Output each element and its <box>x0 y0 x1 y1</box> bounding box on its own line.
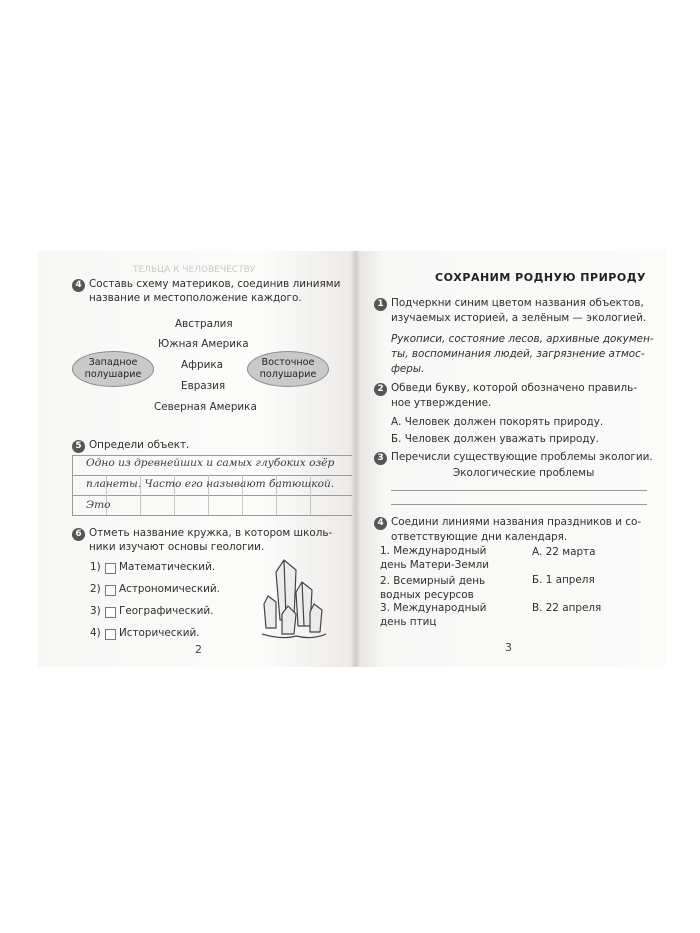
page-number-left: 2 <box>195 643 202 656</box>
left-page <box>38 251 355 667</box>
option-2-checkbox[interactable] <box>105 585 116 596</box>
holiday-3-line1[interactable]: 3. Международный <box>380 602 487 614</box>
option-4-label: Исторический. <box>119 627 200 639</box>
task-4r-line1: Соедини линиями названия праздников и со- <box>391 516 642 528</box>
option-4-number: 4) <box>90 627 101 639</box>
option-2-number: 2) <box>90 583 101 595</box>
oval-eastern-hemisphere[interactable] <box>247 351 329 387</box>
task-1-line1: Подчеркни синим цветом названия объектов, <box>391 297 644 309</box>
task-5-text: Определи объект. <box>89 439 190 451</box>
holiday-3-line2[interactable]: день птиц <box>380 616 437 628</box>
page-number-right: 3 <box>505 641 512 654</box>
task-4-text-line1: Составь схему материков, соединив линиями <box>89 278 341 290</box>
holiday-1-line2[interactable]: день Матери-Земли <box>380 559 489 571</box>
answer-line-2[interactable] <box>391 504 647 505</box>
holiday-1-line1[interactable]: 1. Международный <box>380 545 487 557</box>
task-1-italic-line3: феры. <box>391 363 425 375</box>
page-title: СОХРАНИМ РОДНУЮ ПРИРОДУ <box>435 271 646 284</box>
task-3-line2: Экологические проблемы <box>453 467 595 479</box>
continent-australia: Австралия <box>175 318 233 330</box>
option-3-checkbox[interactable] <box>105 607 116 618</box>
oval-east-line2: полушарие <box>259 369 317 380</box>
task-6-badge: 6 <box>72 528 85 541</box>
handwritten-line2: планеты. Часто его называют батюшкой. <box>86 478 335 490</box>
task-2-option-a[interactable]: А. Человек должен покорять природу. <box>391 416 604 428</box>
task-1-italic-line2: ты, воспоминания людей, загрязнение атмос- <box>391 348 645 360</box>
task-2-option-b[interactable]: Б. Человек должен уважать природу. <box>391 433 599 445</box>
holiday-2-line1[interactable]: 2. Всемирный день <box>380 575 486 587</box>
task-3-badge: 3 <box>374 452 387 465</box>
task-4r-badge: 4 <box>374 517 387 530</box>
task-6-text-line1: Отметь название кружка, в котором школь- <box>89 527 333 539</box>
answer-line-1[interactable] <box>391 490 647 491</box>
holiday-2-line2[interactable]: водных ресурсов <box>380 589 474 601</box>
task-3-line1: Перечисли существующие проблемы экологии. <box>391 451 653 463</box>
oval-west-line2: полушарие <box>84 369 142 380</box>
option-4-checkbox[interactable] <box>105 629 116 640</box>
option-1-label: Математический. <box>119 561 216 573</box>
option-3-number: 3) <box>90 605 101 617</box>
oval-west-line1: Западное <box>88 357 138 368</box>
option-1-checkbox[interactable] <box>105 563 116 574</box>
task-1-line2: изучаемых историей, а зелёным — экологией. <box>391 312 647 324</box>
task-1-italic-line1: Рукописи, состояние лесов, архивные докумен- <box>391 333 654 345</box>
task-2-line2: ное утверждение. <box>391 397 492 409</box>
task-2-badge: 2 <box>374 383 387 396</box>
right-page <box>355 251 666 667</box>
task-4r-line2: ответствующие дни календаря. <box>391 531 568 543</box>
handwritten-line1: Одно из древнейших и самых глубоких озёр <box>86 457 335 469</box>
faint-bleed-text: ТЕЛЬЦА К ЧЕЛОВЕЧЕСТВУ <box>133 265 256 275</box>
book-spine <box>350 251 360 667</box>
crystals-illustration <box>262 556 328 640</box>
workbook-spread <box>38 251 666 667</box>
date-c[interactable]: В. 22 апреля <box>532 602 602 614</box>
option-1-number: 1) <box>90 561 101 573</box>
task-4-badge: 4 <box>72 279 85 292</box>
task-6-text-line2: ники изучают основы геологии. <box>89 541 265 553</box>
date-a[interactable]: А. 22 марта <box>532 546 596 558</box>
continent-africa: Африка <box>181 359 223 371</box>
oval-western-hemisphere[interactable] <box>72 351 154 387</box>
continent-south-america: Южная Америка <box>158 338 249 350</box>
task-4-text-line2: название и местоположение каждого. <box>89 292 302 304</box>
date-b[interactable]: Б. 1 апреля <box>532 574 595 586</box>
task-5-badge: 5 <box>72 440 85 453</box>
continent-eurasia: Евразия <box>181 380 226 392</box>
option-3-label: Географический. <box>119 605 214 617</box>
handwritten-line3: Это <box>86 499 111 511</box>
oval-east-line1: Восточное <box>261 357 315 368</box>
task-2-line1: Обведи букву, которой обозначено правиль- <box>391 382 638 394</box>
option-2-label: Астрономический. <box>119 583 220 595</box>
task-1-badge: 1 <box>374 298 387 311</box>
continent-north-america: Северная Америка <box>154 401 257 413</box>
